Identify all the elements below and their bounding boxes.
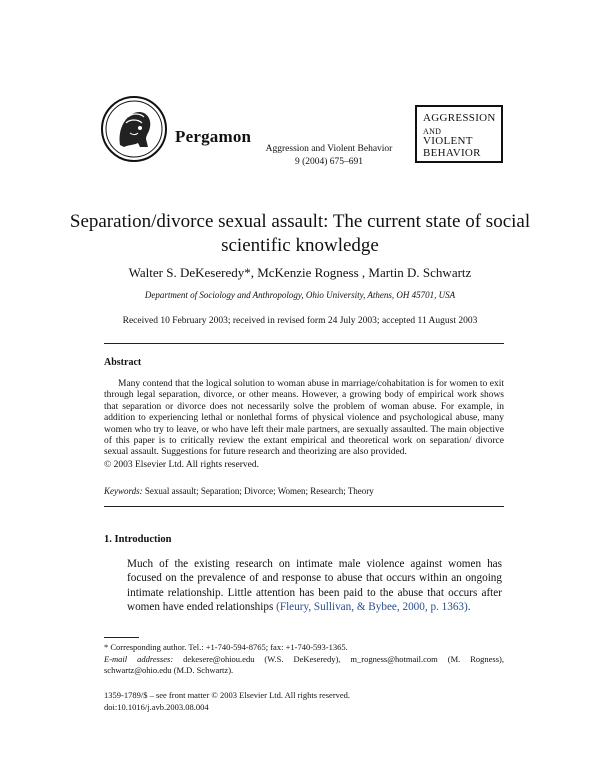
abstract-text: Many contend that the logical solution to woman abuse in marriage/cohabitation is for women to exit through legal separation, divorce, or other means. However, a growing body of empirical work shows that separation or divorce does not necessarily solve the problem of woman abuse. For example, in addition to experiencing lethal or nonlethal forms of physical violence and psychological abuse, many women who try to leave, or who have left their male partners, are sexually assaulted. The main objective of this paper is to critically review the extant empirical and theoretical work on separation/ divorce sexual assault. Suggestions for future research and theorizing are also provided. xyxy=(104,379,504,458)
footnote xyxy=(104,642,504,677)
pergamon-logo-emblem xyxy=(100,95,168,163)
journal-box-line-2: AND xyxy=(423,127,442,136)
author-affiliation: Department of Sociology and Anthropology, Ohio University, Athens, OH 45701, USA xyxy=(144,290,456,300)
journal-name: Aggression and Violent Behavior xyxy=(265,144,393,154)
keywords-list: Sexual assault; Separation; Divorce; Women; Research; Theory xyxy=(144,486,374,496)
introduction-paragraph xyxy=(127,557,502,614)
article-authors: Walter S. DeKeseredy*, McKenzie Rogness , Martin D. Schwartz xyxy=(128,265,472,280)
keywords xyxy=(104,486,504,496)
keywords-label: Keywords: xyxy=(104,486,143,496)
corresponding-author-note: * Corresponding author. Tel.: +1-740-594-8765; fax: +1-740-593-1365. xyxy=(104,642,348,652)
introduction-end: . xyxy=(467,600,471,613)
article-title: Separation/divorce sexual assault: The current state of social scientific knowledge xyxy=(69,211,531,256)
journal-box-line-4: BEHAVIOR xyxy=(423,147,481,159)
issn-line: 1359-1789/$ – see front matter © 2003 Elsevier Ltd. All rights reserved. xyxy=(104,690,351,700)
footnote-rule xyxy=(104,637,139,638)
abstract-heading: Abstract xyxy=(104,357,142,368)
journal-title-box xyxy=(415,105,503,163)
section-heading-introduction: 1. Introduction xyxy=(104,534,172,545)
abstract-copyright: © 2003 Elsevier Ltd. All rights reserved. xyxy=(104,460,259,470)
email-addresses: dekesere@ohiou.edu (W.S. DeKeseredy), m_rogness@hotmail.com (M. Rogness), schwartz@ohio.edu (M.D. Schwartz). xyxy=(104,653,504,675)
publisher-name: Pergamon xyxy=(175,127,252,146)
divider-top xyxy=(104,343,504,344)
email-note xyxy=(104,654,504,677)
divider-bottom xyxy=(104,506,504,507)
journal-volume: 9 (2004) 675–691 xyxy=(294,156,364,167)
journal-box-line-3: VIOLENT xyxy=(423,135,473,147)
citation-link[interactable]: (Fleury, Sullivan, & Bybee, 2000, p. 1363) xyxy=(276,600,468,613)
email-label: E-mail addresses: xyxy=(104,653,174,664)
journal-citation xyxy=(250,143,408,168)
introduction-text: Much of the existing research on intimate male violence against women has focused on the prevalence of and response to abuse that occurs within an ongoing intimate relationship. Little attention has been paid to the abuse that occurs after women have ended relationships xyxy=(127,558,502,613)
journal-box-line-1: AGGRESSION xyxy=(423,112,496,124)
doi-line[interactable]: doi:10.1016/j.avb.2003.08.004 xyxy=(104,701,209,712)
publication-info xyxy=(104,690,350,713)
received-dates: Received 10 February 2003; received in revised form 24 July 2003; accepted 11 August 2003 xyxy=(122,316,478,326)
